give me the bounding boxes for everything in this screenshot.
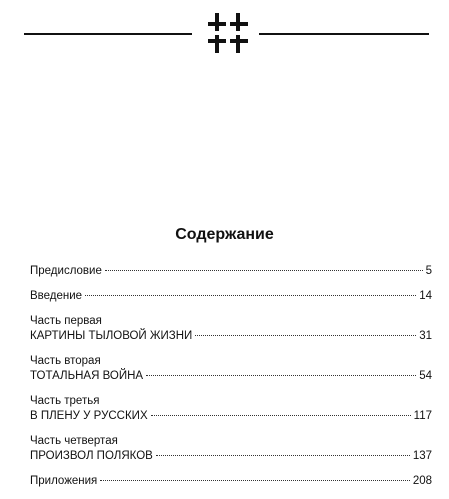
dot-leader — [156, 455, 410, 456]
toc-entry-page: 31 — [419, 330, 432, 342]
dot-leader — [105, 270, 423, 271]
toc-entry-page: 5 — [425, 265, 432, 277]
toc-entry-page: 137 — [412, 450, 432, 462]
toc-entry-label: КАРТИНЫ ТЫЛОВОЙ ЖИЗНИ — [30, 330, 193, 342]
header-rule-right — [259, 33, 429, 35]
toc-entry-appendices[interactable] — [30, 474, 432, 489]
dot-leader — [146, 375, 416, 376]
toc-entry-label: В ПЛЕНУ У РУССКИХ — [30, 410, 148, 422]
dot-leader — [100, 480, 410, 481]
toc-entry-part-4[interactable] — [30, 434, 432, 464]
toc-part-label: Часть вторая — [30, 355, 101, 367]
toc-part-label: Часть третья — [30, 395, 100, 407]
toc-entry-part-1[interactable] — [30, 314, 432, 344]
table-of-contents — [30, 264, 432, 499]
toc-entry-label: Введение — [30, 290, 83, 302]
dot-leader — [151, 415, 411, 416]
toc-entry-label: ТОТАЛЬНАЯ ВОЙНА — [30, 370, 144, 382]
toc-entry-part-3[interactable] — [30, 394, 432, 424]
cross-emblem-icon — [206, 11, 250, 55]
toc-entry-label: ПРОИЗВОЛ ПОЛЯКОВ — [30, 450, 153, 462]
toc-entry-label: Предисловие — [30, 265, 102, 277]
toc-entry-label: Приложения — [30, 475, 98, 487]
toc-entry-page: 208 — [412, 475, 432, 487]
toc-entry-introduction[interactable] — [30, 289, 432, 304]
toc-entry-preface[interactable] — [30, 264, 432, 279]
toc-entry-page: 117 — [413, 410, 432, 422]
toc-part-label: Часть первая — [30, 315, 102, 327]
toc-entry-page: 14 — [419, 290, 432, 302]
toc-entry-part-2[interactable] — [30, 354, 432, 384]
header-rule-left — [24, 33, 192, 35]
toc-entry-page: 54 — [419, 370, 432, 382]
dot-leader — [195, 335, 416, 336]
toc-part-label: Часть четвертая — [30, 435, 118, 447]
toc-title: Содержание — [175, 226, 274, 243]
dot-leader — [85, 295, 416, 296]
